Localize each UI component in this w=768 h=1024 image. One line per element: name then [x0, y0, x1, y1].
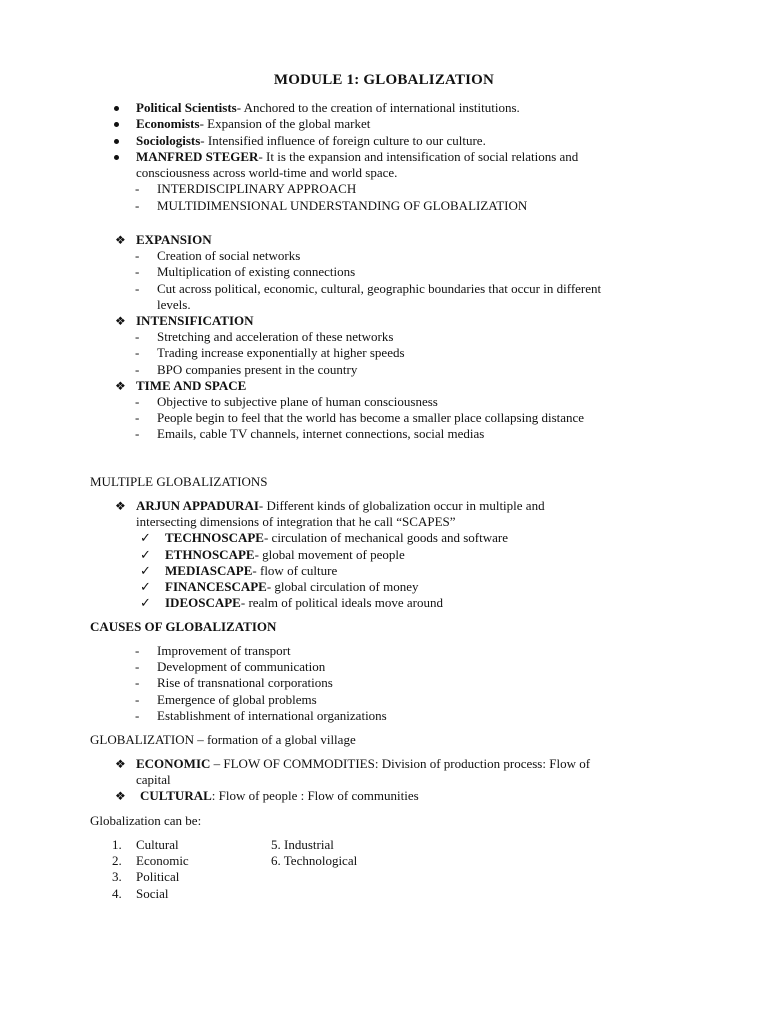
term: MANFRED STEGER [136, 148, 259, 164]
dash-marker: - [135, 248, 140, 264]
list-item: - Stretching and acceleration of these networks [135, 329, 394, 345]
dash-marker: - [135, 345, 140, 361]
definition: : Flow of people : Flow of communities [211, 788, 419, 804]
diamond-bullet-icon: ❖ [115, 233, 126, 247]
list-item [0, 756, 768, 772]
dash-marker: - [135, 197, 140, 213]
list-item [0, 149, 768, 165]
term: Economists [136, 116, 200, 132]
causes-section [0, 619, 768, 635]
bullet-icon [114, 139, 119, 144]
term: ARJUN APPADURAI [136, 498, 259, 513]
bullet-icon [114, 122, 119, 127]
page-title: MODULE 1: GLOBALIZATION [273, 72, 495, 88]
bullet-icon [114, 155, 119, 160]
checkmark-icon: ✓ [140, 562, 151, 578]
definition: - It is the expansion and intensification of social relations and [258, 148, 579, 164]
dash-marker: - [135, 361, 140, 377]
definition: - Expansion of the global market [199, 116, 371, 132]
intro-bullets [0, 100, 768, 214]
flows-list [0, 756, 768, 805]
checkmark-icon: ✓ [140, 595, 151, 611]
list-item: - MULTIDIMENSIONAL UNDERSTANDING OF GLOBALIZATION [135, 197, 528, 213]
list-item [0, 788, 768, 804]
dimensions-section [0, 232, 768, 442]
list-item: - Objective to subjective plane of human consciousness [135, 393, 438, 409]
list-item [0, 498, 768, 514]
dimension-heading: ❖ TIME AND SPACE [115, 377, 247, 393]
definition: - Anchored to the creation of international institutions. [236, 100, 520, 115]
term: CULTURAL [140, 788, 212, 804]
section-heading: MULTIPLE GLOBALIZATIONS [90, 474, 268, 489]
definition: – FLOW OF COMMODITIES: Division of production process: Flow of [210, 756, 591, 771]
list-item: ✓ IDEOSCAPE- realm of political ideals move around [140, 595, 444, 611]
diamond-bullet-icon: ❖ [115, 499, 126, 513]
list-item: - BPO companies present in the country [135, 361, 358, 377]
list-item: - Rise of transnational corporations [135, 675, 333, 691]
list-item: - Cut across political, economic, cultural, geographic boundaries that occur in different [135, 280, 602, 296]
dash-marker: - [135, 410, 140, 426]
list-item: - Improvement of transport [135, 643, 291, 658]
dash-marker: - [135, 181, 140, 197]
dash-marker: - [135, 691, 140, 707]
diamond-bullet-icon: ❖ [115, 757, 126, 771]
causes-list [0, 643, 768, 724]
term: ECONOMIC [136, 756, 211, 771]
list-item: - Emails, cable TV channels, internet connections, social medias [135, 426, 485, 442]
list-item-continuation: capital [136, 772, 171, 788]
dimension-heading: ❖ EXPANSION [115, 232, 212, 247]
dash-marker: - [135, 659, 140, 675]
list-item: 1. Cultural 5. Industrial [112, 837, 334, 852]
list-item: - People begin to feel that the world has become a smaller place collapsing distance [135, 410, 585, 426]
list-item: - Trading increase exponentially at higher speeds [135, 345, 405, 361]
list-item: 3. Political [112, 869, 180, 885]
dash-marker: - [135, 264, 140, 280]
list-item-continuation: intersecting dimensions of integration that he call “SCAPES” [136, 514, 456, 530]
appadurai-block [0, 498, 768, 611]
dash-marker: - [135, 393, 140, 409]
list-item: - Multiplication of existing connections [135, 264, 356, 280]
definition: - Intensified influence of foreign culture to our culture. [200, 132, 486, 148]
diamond-bullet-icon: ❖ [115, 378, 126, 393]
list-item: ✓ TECHNOSCAPE- circulation of mechanical goods and software [140, 530, 508, 546]
term: Sociologists [136, 132, 201, 148]
list-item [0, 133, 768, 149]
list-item-continuation: consciousness across world-time and world space. [136, 165, 398, 181]
diamond-bullet-icon: ❖ [115, 789, 126, 804]
dash-marker: - [135, 675, 140, 691]
checkmark-icon: ✓ [140, 530, 151, 546]
global-village-line [0, 732, 768, 748]
list-item: - Emergence of global problems [135, 691, 317, 707]
list-item [0, 116, 768, 132]
section-heading: CAUSES OF GLOBALIZATION [90, 619, 277, 634]
paragraph: GLOBALIZATION – formation of a global village [90, 732, 356, 747]
list-item: - Establishment of international organizations [135, 707, 387, 723]
dash-marker: - [135, 707, 140, 723]
dash-marker: - [135, 280, 140, 296]
checkmark-icon: ✓ [140, 546, 151, 562]
list-item: 4. Social [112, 885, 169, 901]
section-heading: Globalization can be: [90, 813, 202, 828]
types-list [0, 837, 768, 902]
checkmark-icon: ✓ [140, 578, 151, 594]
list-item: ✓ FINANCESCAPE- global circulation of money [140, 578, 419, 594]
list-item-continuation: levels. [157, 296, 191, 312]
list-item [0, 100, 768, 116]
list-item: ✓ ETHNOSCAPE- global movement of people [140, 546, 405, 562]
diamond-bullet-icon: ❖ [115, 313, 126, 328]
dimension-heading: ❖ INTENSIFICATION [115, 312, 254, 328]
dash-marker: - [135, 426, 140, 442]
multiple-globalizations-section [0, 474, 768, 490]
dash-marker: - [135, 329, 140, 345]
dash-marker: - [135, 643, 140, 658]
list-item: - Development of communication [135, 659, 326, 675]
bullet-icon [114, 106, 119, 111]
list-item: 2. Economic 6. Technological [112, 853, 358, 869]
list-item: - INTERDISCIPLINARY APPROACH [135, 181, 357, 197]
term: Political Scientists [136, 100, 237, 115]
list-item: - Creation of social networks [135, 248, 301, 264]
can-be-section [0, 813, 768, 829]
definition: - Different kinds of globalization occur in multiple and [258, 498, 545, 513]
list-item: ✓ MEDIASCAPE- flow of culture [140, 562, 338, 578]
